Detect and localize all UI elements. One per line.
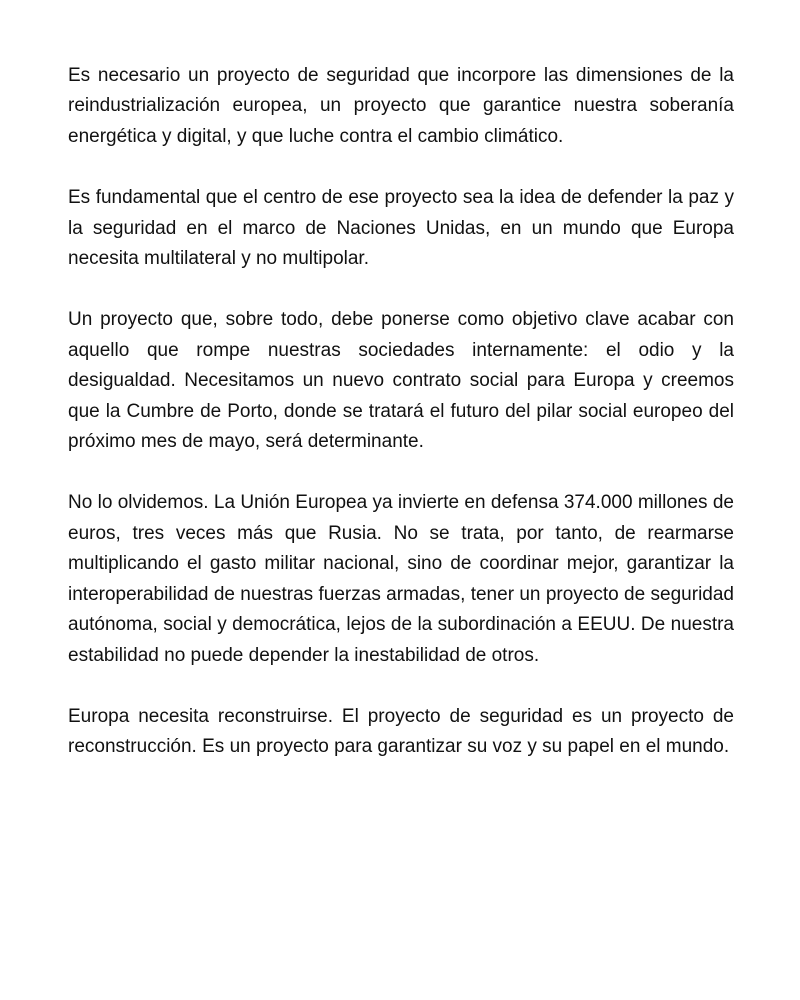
paragraph-peace-un: Es fundamental que el centro de ese proyecto sea la idea de defender la paz y la seguridad en el marco de Naciones Unidas, en un mundo que Europa necesita multilateral y no multipolar. (68, 187, 734, 270)
paragraph-social-contract: Un proyecto que, sobre todo, debe ponerse como objetivo clave acabar con aquello que rompe nuestras sociedades internamente: el odio y la desigualdad. Necesitamos un nuevo contrato social para Europa y creemos que la Cumbre de Porto, donde se tratará el futuro del pilar social europeo del próximo mes de mayo, será determinante. (68, 309, 734, 453)
paragraph-security-project: Es necesario un proyecto de seguridad que incorpore las dimensiones de la reindustrialización europea, un proyecto que garantice nuestra soberanía energética y digital, y que luche contra el cambio climático. (68, 65, 734, 147)
paragraph-reconstruction: Europa necesita reconstruirse. El proyecto de seguridad es un proyecto de reconstrucción. Es un proyecto para garantizar su voz y su papel en el mundo. (68, 705, 734, 758)
paragraph-defense-spending: No lo olvidemos. La Unión Europea ya invierte en defensa 374.000 millones de euros, tres veces más que Rusia. No se trata, por tanto, de rearmarse multiplicando el gasto militar nacional, sino de coordinar mejor, garantizar la interoperabilidad de nuestras fuerzas armadas, tener un proyecto de seguridad autónoma, social y democrática, lejos de la subordinación a EEUU. De nuestra estabilidad no puede depender la inestabilidad de otros. (68, 492, 734, 666)
document-body (68, 61, 734, 794)
